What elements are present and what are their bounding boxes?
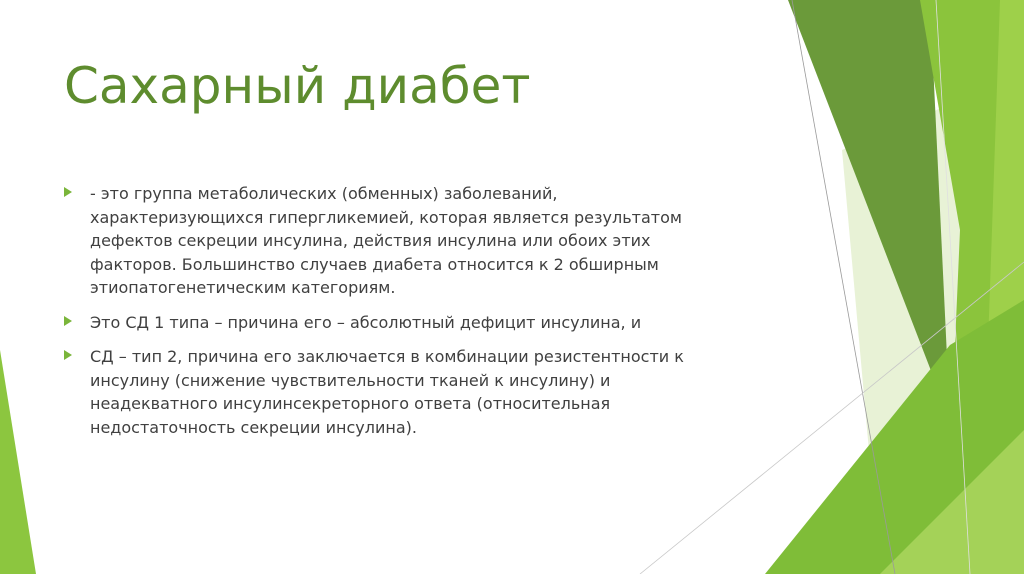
bullet-item-type2 <box>64 345 724 439</box>
triangle-bullet-icon <box>64 350 72 360</box>
triangle-bullet-icon <box>64 316 72 326</box>
bullet-text: СД – тип 2, причина его заключается в комбинации резистентности к инсулину (снижение чувствительности тканей к инсулину) и неадекватного инсулинсекреторного ответа (относительная недостаточность секреции инсулина). <box>90 347 684 437</box>
bullet-item-type1 <box>64 311 724 335</box>
triangle-bullet-icon <box>64 187 72 197</box>
bullet-text: - это группа метаболических (обменных) заболеваний, характеризующихся гипергликемией, которая является результатом дефектов секреции инсулина, действия инсулина или обоих этих факторов. Большинство случаев диабета относится к 2 обширным этиопатогенетическим категориям. <box>90 184 682 297</box>
slide-title: Сахарный диабет <box>64 57 531 115</box>
left-edge-green-shape <box>0 350 36 574</box>
bullet-list <box>64 182 724 450</box>
bullet-text: Это СД 1 типа – причина его – абсолютный дефицит инсулина, и <box>90 312 642 332</box>
bullet-item-definition <box>64 182 724 300</box>
